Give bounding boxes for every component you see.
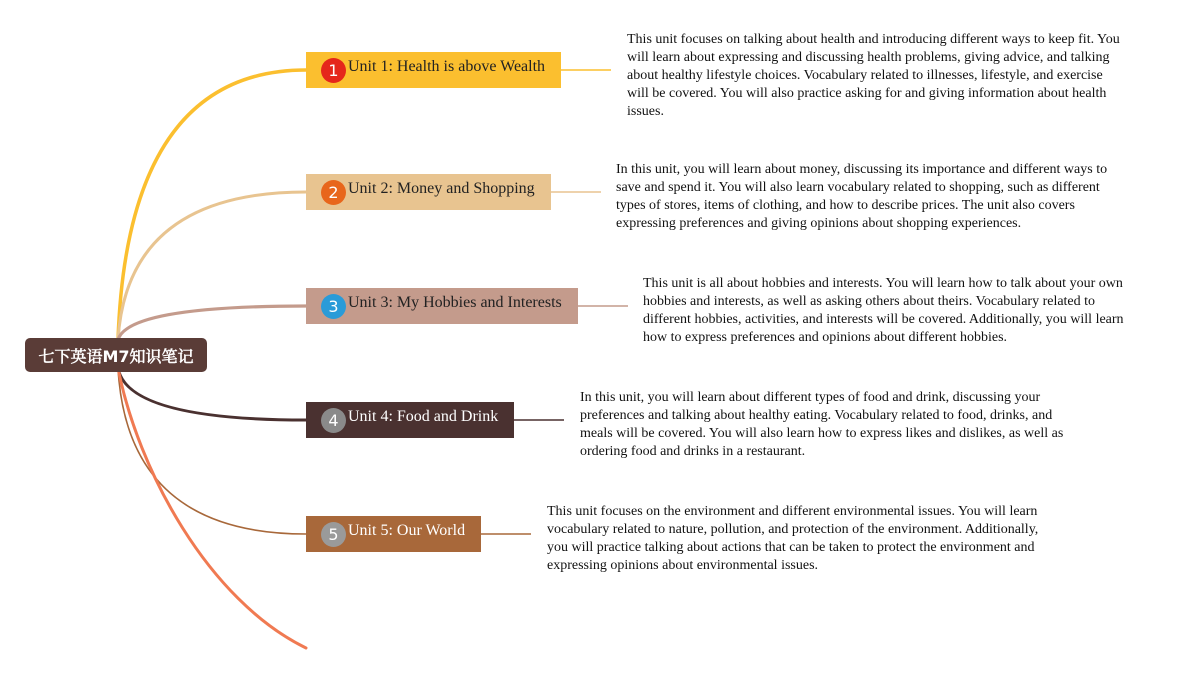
branch-link-3 bbox=[118, 306, 306, 340]
topic-unit-4[interactable] bbox=[306, 402, 514, 438]
topic-label: Unit 4: Food and Drink bbox=[348, 408, 499, 425]
branch-link-2 bbox=[118, 192, 306, 340]
topic-unit-3[interactable] bbox=[306, 288, 578, 324]
topic-note-unit-2: In this unit, you will learn about money, discussing its importance and different ways to save and spend it. You will also learn vocabulary related to shopping, such as different types of stores, items of clothing, and how to describe prices. The unit also covers expressing preferences and giving opinions about shopping experiences. bbox=[616, 162, 1108, 231]
topic-label: Unit 5: Our World bbox=[348, 522, 466, 539]
topic-unit-2[interactable] bbox=[306, 174, 551, 210]
branch-link-4 bbox=[118, 368, 306, 420]
topic-unit-1[interactable] bbox=[306, 52, 561, 88]
priority-2-icon: 2 bbox=[321, 180, 346, 205]
topic-note-unit-4: In this unit, you will learn about different types of food and drink, discussing your preferences and talking about healthy eating. Vocabulary related to food, drinks, and meals will be covered. You will also learn how to express likes and dislikes, as well as ordering food and drinks in a restaurant. bbox=[580, 390, 1064, 459]
priority-3-icon: 3 bbox=[321, 294, 346, 319]
priority-5-icon: 5 bbox=[321, 522, 346, 547]
topic-label: Unit 2: Money and Shopping bbox=[348, 180, 535, 197]
central-topic-label: 七下英语M7知识笔记 bbox=[38, 346, 194, 366]
topic-unit-5[interactable] bbox=[306, 516, 481, 552]
topic-note-unit-3: This unit is all about hobbies and interests. You will learn how to talk about your own hobbies and interests, as well as asking others about theirs. Vocabulary related to different hobbies, activities, and interests will be covered. Additionally, you will learn how to express preferences and opinions about different hobbies. bbox=[643, 276, 1124, 345]
branch-link-empty bbox=[118, 368, 306, 648]
central-topic[interactable] bbox=[25, 338, 207, 372]
priority-1-icon: 1 bbox=[321, 58, 346, 83]
topic-note-unit-1: This unit focuses on talking about health and introducing different ways to keep fit. You will learn about expressing and discussing health problems, giving advice, and talking about healthy lifestyle choices. Vocabulary related to illnesses, lifestyle, and exercise will be covered. You will also practice asking for and giving information about health issues. bbox=[627, 32, 1120, 119]
branch-link-5 bbox=[118, 368, 306, 534]
topic-label: Unit 3: My Hobbies and Interests bbox=[348, 294, 562, 311]
priority-4-icon: 4 bbox=[321, 408, 346, 433]
topic-note-unit-5: This unit focuses on the environment and different environmental issues. You will learn vocabulary related to nature, pollution, and protection of the environment. Additionally, you will practice talking about actions that can be taken to protect the environment and expressing opinions about environmental issues. bbox=[547, 504, 1039, 573]
topic-label: Unit 1: Health is above Wealth bbox=[348, 58, 546, 75]
